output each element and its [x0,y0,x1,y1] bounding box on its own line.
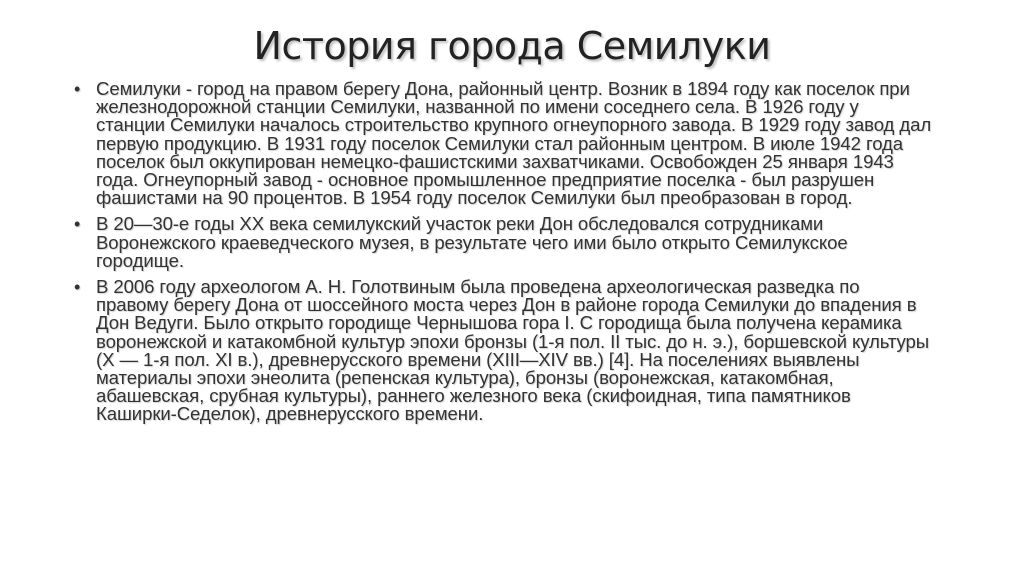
bullet-text: Семилуки - город на правом берегу Дона, районный центр. Возник в 1894 году как поселок при железнодорожной станции Семилуки, названной по имени соседнего села. В 1926 году у станции Семилуки началось строительство крупного огнеупорного завода. В 1929 году завод дал первую продукцию. В 1931 году поселок Семилуки стал районным центром. В июле 1942 года поселок был оккупирован немецко-фашистскими захватчиками. Освобожден 25 января 1943 года. Огнеупорный завод - основное промышленное предприятие поселка - был разрушен фашистами на 90 процентов. В 1954 году поселок Семилуки был преобразован в город. [96,78,932,209]
bullet-marker: • [74,79,81,99]
bullet-marker: • [74,277,81,298]
bullet-item-archaeology [72,278,932,424]
bullet-marker: • [74,214,81,235]
bullet-item-history [72,80,932,207]
bullet-text: В 2006 году археологом А. Н. Голотвиным была проведена археологическая разведка по правому берегу Дона от шоссейного моста через Дон в районе города Семилуки до впадения в Дон Ведуги. Было открыто городище Чернышова гора I. С городища была получена керамика воронежской и катакомбной культур эпохи бронзы (1-я пол. II тыс. до н. э.), боршевской культуры (X — 1-я пол. XI в.), древнерусского времени (XIII—XIV вв.) [4]. На поселениях выявлены материалы эпохи энеолита (репенская культура), бронзы (воронежская, катакомбная, абашевская, срубная культуры), раннего железного века (скифоидная, типа памятников Каширки-Седелок), древнерусского времени. [96,276,930,425]
bullet-item-museum-survey [72,215,932,270]
bullet-list [72,80,932,432]
slide-title: История города Семилуки [253,24,771,68]
bullet-text: В 20—30-е годы XX века семилукский участок реки Дон обследовался сотрудниками Воронежского краеведческого музея, в результате чего ими было открыто Семилукское городище. [96,213,848,271]
